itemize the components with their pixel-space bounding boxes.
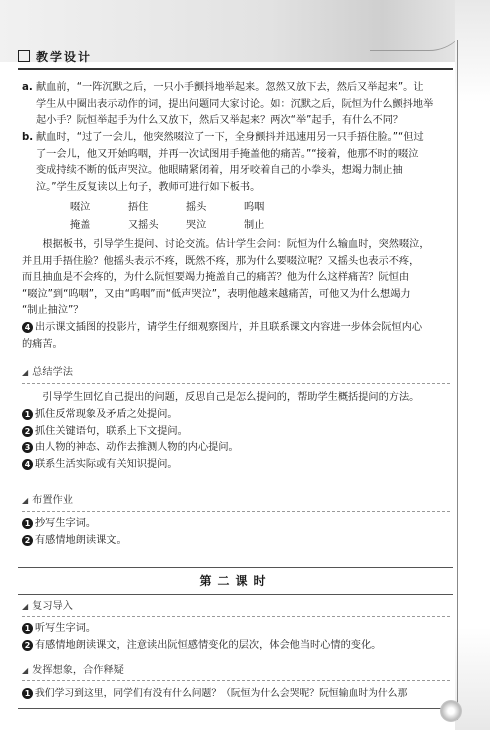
section-b-line-3: 变成持续不断的低声哭泣。他眼睛紧闭着，用牙咬着自己的小拳头，想竭力制止抽 <box>36 165 403 176</box>
section-b-line-4: 泣。”学生反复读以上句子，教师可进行如下板书。 <box>36 181 261 193</box>
section-a-line-2: 学生从中圈出表示动作的词，提出问题同大家讨论。如：沉默之后，阮恒为什么颤抖地举 <box>36 98 434 110</box>
header-title: 教学设计 <box>18 48 92 66</box>
header-rule <box>18 68 453 70</box>
section-title-summary: ◢ 总结学法 <box>22 367 73 378</box>
corner-decoration <box>440 700 462 722</box>
triangle-marker-icon: ◢ <box>22 368 29 377</box>
imagine-item-1: 1 我们学习到这里，同学们有没有什么问题？（阮恒为什么会哭呢？阮恒输血时为什么那 <box>22 686 450 703</box>
discussion-line-2: 并且用手捂住脸？他摇头表示不疼，既然不疼，那为什么要啜泣呢？又摇头也表示不疼， <box>22 255 420 267</box>
homework-item-1: 1 抄写生字词。 <box>22 516 450 533</box>
item4-line-2: 的痛苦。 <box>22 338 63 350</box>
right-margin-strip <box>455 0 490 730</box>
discussion-line-5: “制止抽泣”？ <box>22 305 84 316</box>
triangle-marker-icon: ◢ <box>22 602 29 611</box>
discussion-line-1: 根据板书，引导学生提问、讨论交流。估计学生会问：阮恒为什么输血时，突然啜泣， <box>42 239 430 250</box>
summary-item-1: 1 抓住反常现象及矛盾之处提问。 <box>22 407 450 424</box>
discussion-line-4: “啜泣”到“呜咽”，又由“呜咽”而“低声哭泣”，表明他越来越痛苦，可他又为什么想竭力 <box>22 288 411 300</box>
summary-intro: 引导学生回忆自己提出的问题，反思自己是怎么提问的，帮助学生概括提问的方法。 <box>42 392 420 403</box>
footer-rule <box>18 708 453 709</box>
section-divider <box>22 680 450 682</box>
triangle-marker-icon: ◢ <box>22 496 29 505</box>
summary-item-3: 3 由人物的神态、动作去推测人物的内心提问。 <box>22 440 450 457</box>
section-a-line-1: a. 献血前，“一阵沉默之后，一只小手颤抖地举起来。忽然又放下去，然后又举起来”。让 <box>22 82 424 93</box>
right-margin-line <box>457 40 458 720</box>
board-row-1: 啜泣 捂住 摇头 呜咽 <box>70 202 265 213</box>
homework-item-2: 2 有感情地朗读课文。 <box>22 533 450 550</box>
section-divider <box>22 383 450 385</box>
item4-line-1: 4 出示课文插图的投影片，请学生仔细观察图片，并且联系课文内容进一步体会阮恒内心 <box>22 320 450 337</box>
checkbox-icon <box>18 50 30 62</box>
board-row-2: 掩盖 又摇头 哭泣 制止 <box>70 220 265 231</box>
section-a-line-3: 起小手？阮恒举起手为什么又放下，然后又举起来？两次“举”起手，有什么不同？ <box>36 115 404 126</box>
lesson-title: 第二课时 <box>199 574 272 588</box>
section-divider <box>22 511 450 513</box>
section-b-line-1: b. 献血时，“过了一会儿，他突然啜泣了一下，全身颤抖并迅速用另一只手捂住脸。”“但过 <box>22 132 424 143</box>
discussion-line-3: 而且抽血是不会疼的，为什么阮恒要竭力掩盖自己的痛苦？他为什么这样痛苦？阮恒由 <box>22 272 410 283</box>
section-title-review: ◢ 复习导入 <box>22 601 73 612</box>
review-item-1: 1 听写生字词。 <box>22 621 450 638</box>
lesson-rule-top <box>18 567 453 568</box>
section-title-homework: ◢ 布置作业 <box>22 495 73 506</box>
section-divider <box>22 616 450 618</box>
section-b-line-2: 了一会儿，他又开始呜咽，并再一次试图用手掩盖他的痛苦。”“接着，他那不时的啜泣 <box>36 148 419 160</box>
summary-item-4: 4 联系生活实际或有关知识提问。 <box>22 457 450 474</box>
section-title-imagine: ◢ 发挥想象，合作释疑 <box>22 665 124 676</box>
summary-item-2: 2 抓住关键语句，联系上下文提问。 <box>22 424 450 441</box>
triangle-marker-icon: ◢ <box>22 666 29 675</box>
number-badge-4: 4 <box>22 322 33 333</box>
lesson-rule-bottom <box>18 594 453 595</box>
review-item-2: 2 有感情地朗读课文，注意读出阮恒感情变化的层次，体会他当时心情的变化。 <box>22 638 450 655</box>
